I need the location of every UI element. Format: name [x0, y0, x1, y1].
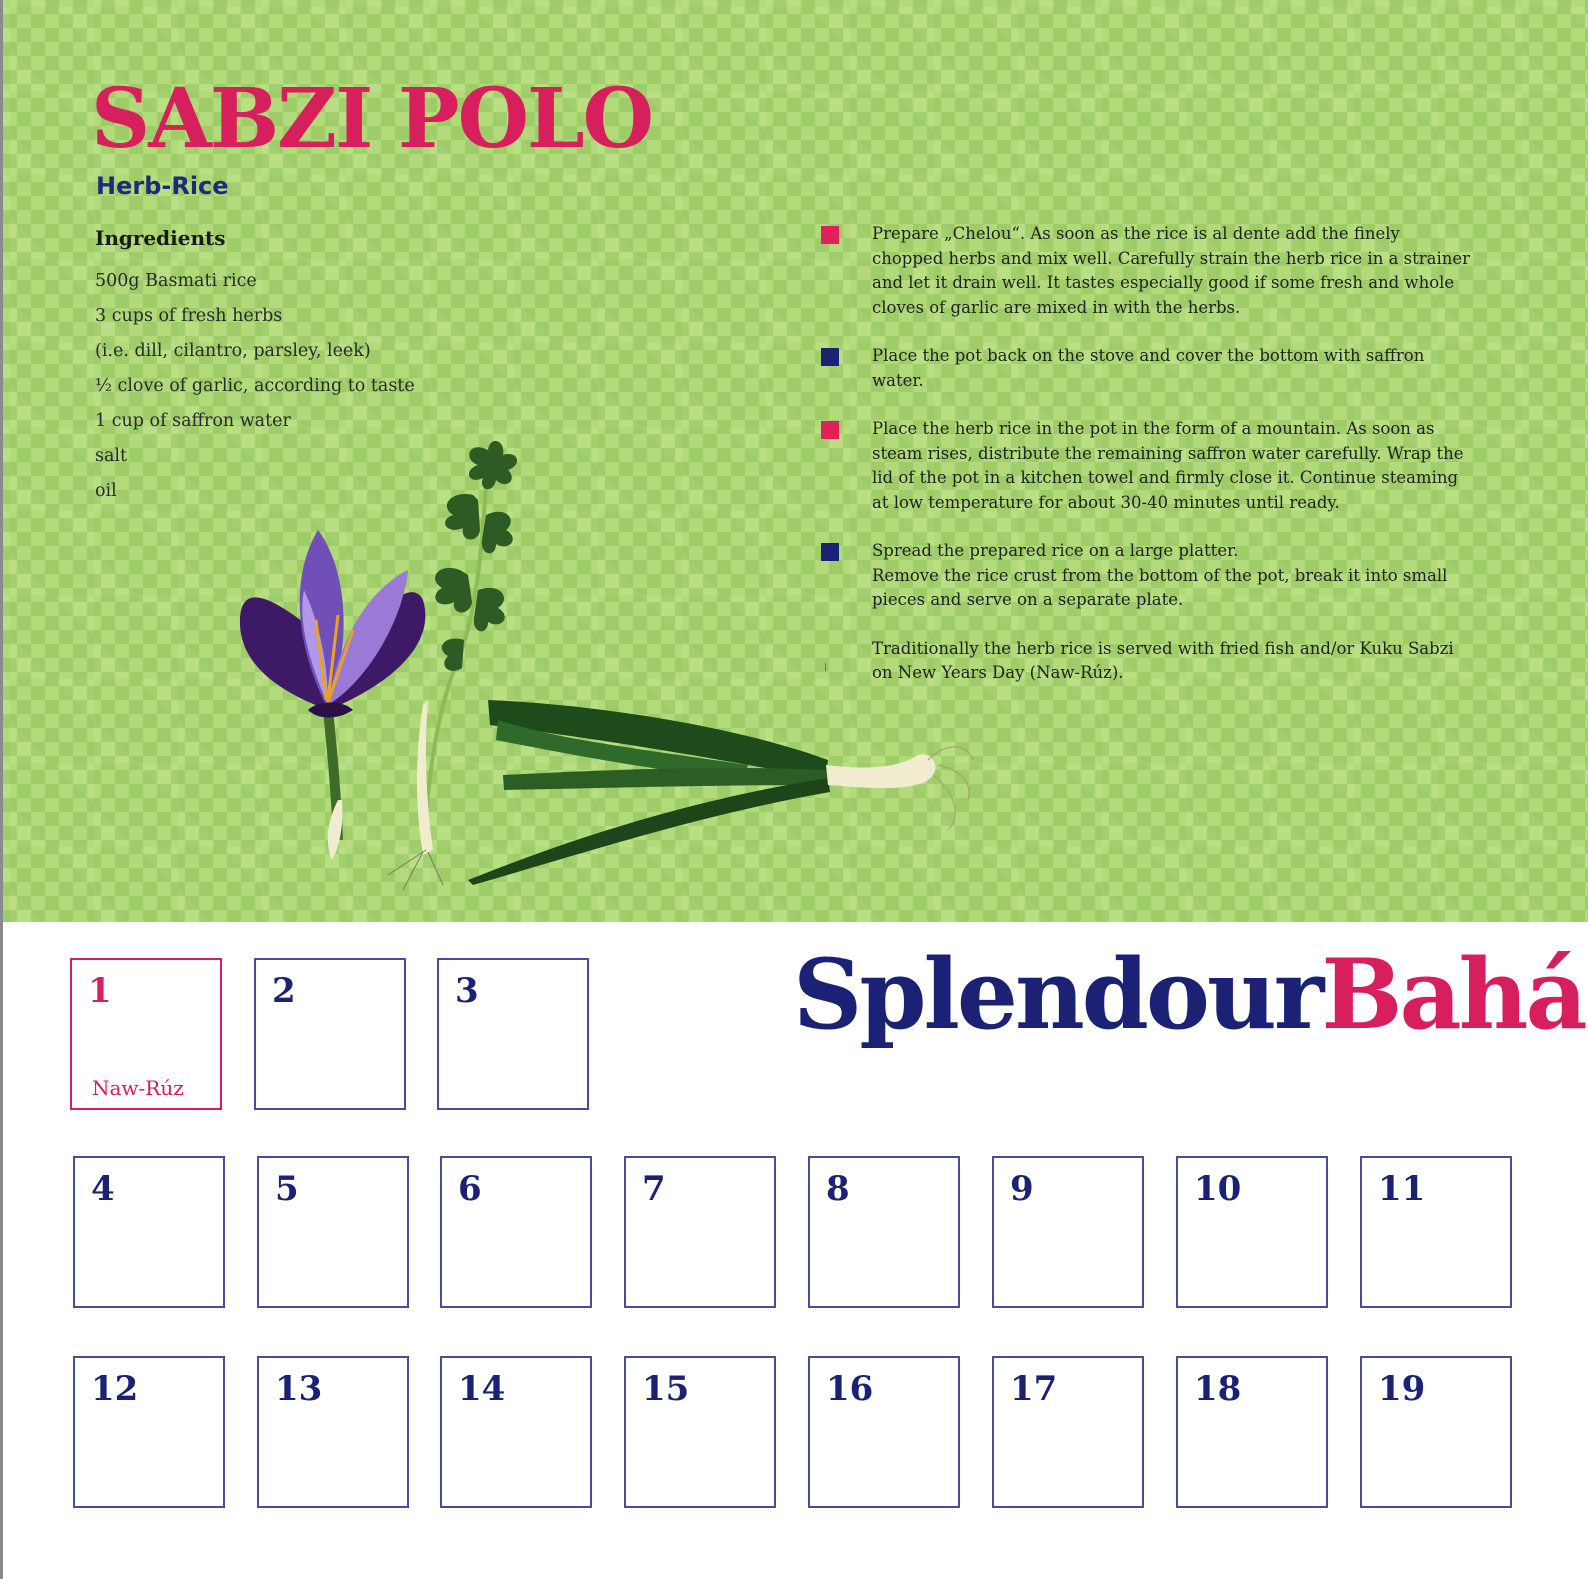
calendar-day-17 — [992, 1356, 1144, 1508]
day-number: 19 — [1378, 1369, 1426, 1409]
day-number: 15 — [642, 1369, 690, 1409]
calendar-day-5 — [257, 1156, 409, 1308]
step-line: at low temperature for about 30-40 minutes until ready. — [872, 492, 1340, 512]
recipe-subtitle: Herb-Rice — [96, 172, 229, 200]
calendar-day-14 — [440, 1356, 592, 1508]
ingredient-item: 3 cups of fresh herbs — [95, 306, 283, 326]
step-line: Prepare „Chelou“. As soon as the rice is al dente add the finely — [872, 224, 1400, 243]
day-number: 14 — [458, 1369, 506, 1409]
calendar-day-7 — [624, 1156, 776, 1308]
day-number: 4 — [91, 1169, 115, 1209]
calendar-day-6 — [440, 1156, 592, 1308]
day-number: 13 — [275, 1369, 323, 1409]
step-line: and let it drain well. It tastes especially good if some fresh and whole — [872, 273, 1455, 292]
ingredient-item: oil — [95, 481, 117, 501]
ingredient-item: salt — [95, 446, 128, 466]
day-number: 8 — [826, 1169, 850, 1209]
step-line: Remove the rice crust from the bottom of the pot, break it into small — [872, 565, 1448, 585]
step-line: Place the pot back on the stove and cover the bottom with saffron — [872, 346, 1425, 365]
brand-logo-part2: Bahá — [1321, 938, 1585, 1051]
day-number: 16 — [826, 1369, 874, 1409]
recipe-title: SABZI POLO — [91, 71, 653, 167]
brand-logo — [793, 938, 1585, 1051]
calendar-day-1 — [70, 958, 222, 1110]
day-number: 10 — [1194, 1169, 1242, 1209]
saffron-crocus-icon — [240, 530, 425, 860]
day-number: 12 — [91, 1369, 139, 1409]
day-number: 2 — [272, 971, 296, 1011]
step-line: pieces and serve on a separate plate. — [872, 590, 1184, 609]
step-bullet — [821, 348, 839, 366]
step-line: steam rises, distribute the remaining saffron water carefully. Wrap the — [872, 443, 1464, 463]
calendar-day-13 — [257, 1356, 409, 1508]
recipe-step-1 — [821, 222, 1531, 320]
ingredient-item: 1 cup of saffron water — [95, 411, 291, 431]
day-number: 1 — [88, 971, 112, 1011]
calendar-day-10 — [1176, 1156, 1328, 1308]
calendar-day-18 — [1176, 1356, 1328, 1508]
day-number: 6 — [458, 1169, 482, 1209]
step-line: lid of the pot in a kitchen towel and firmly close it. Continue steaming — [872, 468, 1459, 487]
step-bullet — [821, 226, 839, 244]
calendar-day-2 — [254, 958, 406, 1110]
step-line: on New Years Day (Naw-Rúz). — [872, 663, 1124, 682]
step-line: chopped herbs and mix well. Carefully strain the herb rice in a strainer — [872, 248, 1471, 268]
recipe-panel — [3, 0, 1588, 922]
step-line: cloves of garlic are mixed in with the herbs. — [872, 297, 1241, 317]
ingredient-item: ½ clove of garlic, according to taste — [95, 376, 415, 396]
holiday-label: Naw-Rúz — [92, 1076, 184, 1100]
calendar-day-12 — [73, 1356, 225, 1508]
parsley-sprig-icon — [388, 441, 517, 890]
day-number: 3 — [455, 971, 479, 1011]
day-number: 7 — [642, 1169, 666, 1209]
calendar-day-11 — [1360, 1156, 1512, 1308]
calendar-day-15 — [624, 1356, 776, 1508]
step-line: Traditionally the herb rice is served with fried fish and/or Kuku Sabzi — [872, 638, 1454, 658]
step-line: Place the herb rice in the pot in the form of a mountain. As soon as — [872, 419, 1435, 438]
step-line: water. — [872, 370, 924, 390]
day-number: 17 — [1010, 1369, 1058, 1409]
leek-icon — [468, 700, 973, 885]
recipe-step-2 — [821, 344, 1531, 393]
day-number: 9 — [1010, 1169, 1034, 1209]
brand-logo-part1: Splendour — [793, 938, 1322, 1051]
calendar-day-3 — [437, 958, 589, 1110]
day-number: 5 — [275, 1169, 299, 1209]
day-number: 11 — [1378, 1169, 1426, 1209]
calendar-day-4 — [73, 1156, 225, 1308]
calendar-day-8 — [808, 1156, 960, 1308]
ingredient-item: 500g Basmati rice — [95, 271, 257, 291]
herb-illustration — [228, 420, 1008, 900]
day-number: 18 — [1194, 1369, 1242, 1409]
step-line: Spread the prepared rice on a large platter. — [872, 541, 1239, 560]
ingredient-item: (i.e. dill, cilantro, parsley, leek) — [95, 341, 371, 361]
calendar-day-16 — [808, 1356, 960, 1508]
calendar-day-9 — [992, 1156, 1144, 1308]
calendar-day-19 — [1360, 1356, 1512, 1508]
ingredients-heading: Ingredients — [95, 226, 226, 250]
